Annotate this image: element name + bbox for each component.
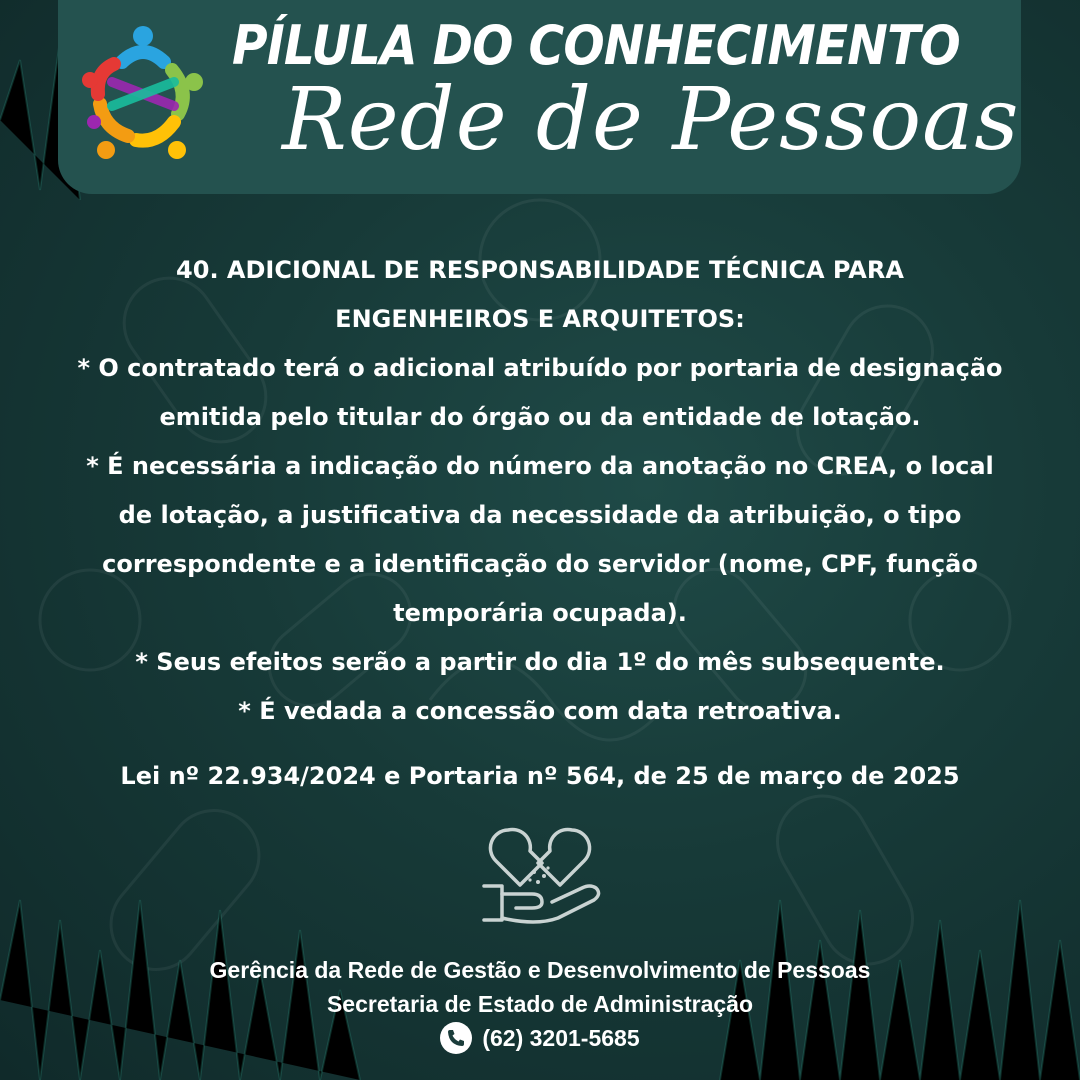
footer [40,953,1040,1063]
bullet-2-line-1: * É necessária a indicação do número da anotação no CREA, o local [86,452,994,480]
bullet-3: * Seus efeitos serão a partir do dia 1º do mês subsequente. [135,648,945,676]
bullet-2-line-2: de lotação, a justificativa da necessidade da atribuição, o tipo [118,501,962,529]
phone-row [440,1021,639,1055]
footer-secretariat: Secretaria de Estado de Administração [326,991,754,1017]
phone-icon [440,1022,472,1054]
people-circle-logo-icon [82,22,204,162]
header-title: PÍLULA DO CONHECIMENTO [232,14,960,77]
bullet-2-line-4: temporária ocupada). [393,599,687,627]
heading-line-2: ENGENHEIROS E ARQUITETOS: [335,305,745,333]
main-content [40,246,1040,736]
footer-department: Gerência da Rede de Gestão e Desenvolvimento de Pessoas [209,957,871,983]
bullet-1-line-2: emitida pelo titular do órgão ou da entidade de lotação. [159,403,921,431]
bullet-1-line-1: * O contratado terá o adicional atribuído por portaria de designação [77,354,1003,382]
law-reference: Lei nº 22.934/2024 e Portaria nº 564, de 25 de março de 2025 [120,762,960,790]
phone-number[interactable]: (62) 3201-5685 [482,1025,640,1051]
bullet-2-line-3: correspondente e a identificação do servidor (nome, CPF, função [102,550,978,578]
pill-hand-icon [478,822,602,940]
heading-line-1: 40. ADICIONAL DE RESPONSABILIDADE TÉCNICA PARA [176,256,904,284]
header-subtitle: Rede de Pessoas [282,70,1020,170]
bullet-4: * É vedada a concessão com data retroativa. [238,697,842,725]
